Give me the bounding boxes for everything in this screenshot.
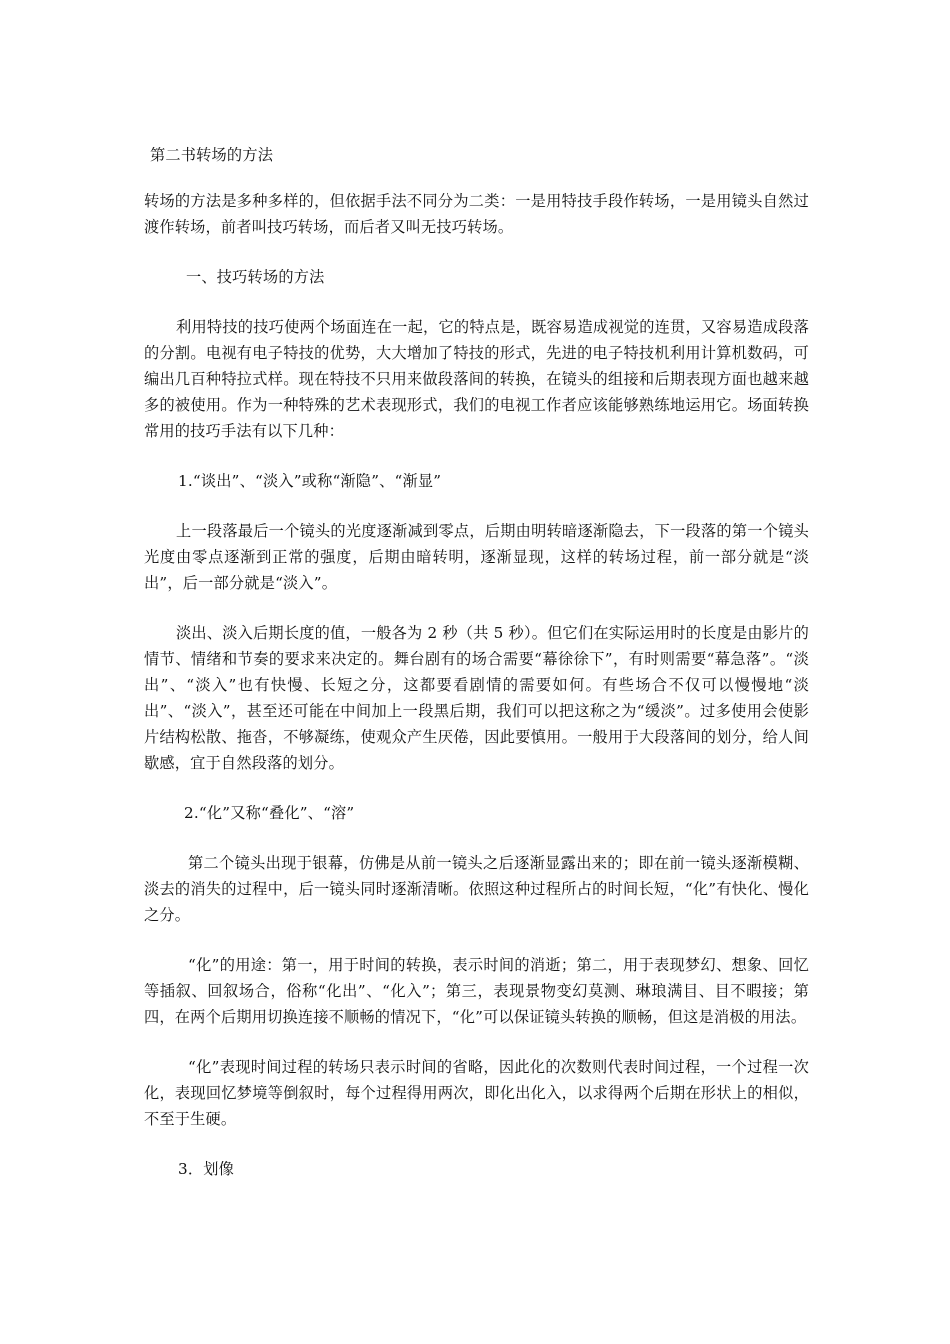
document-title: 第二书转场的方法 [150,146,274,164]
dissolve-time-paragraph: “化”表现时间过程的转场只表示时间的省略，因此化的次数则代表时间过程，一个过程一次化，表现回忆梦境等倒叙时，每个过程得用两次，即化出化入，以求得两个后期在形状上的相似，不至于生硬。 [144,1058,809,1128]
fade-duration-paragraph: 淡出、淡入后期长度的值，一般各为 2 秒（共 5 秒）。但它们在实际运用时的长度是由影片的情节、情绪和节奏的要求来决定的。舞台剧有的场合需要“幕徐徐下”，有时则需要“幕急落”。“淡出”、“淡入”也有快慢、长短之分，这都要看剧情的需要如何。有些场合不仅可以慢慢地“淡出”、“淡入”，甚至还可能在中间加上一段黑后期，我们可以把这称之为“缓淡”。过多使用会使影片结构松散、拖沓，不够凝练，使观众产生厌倦，因此要慎用。一般用于大段落间的划分，给人间歇感，宜于自然段落的划分。 [144,624,809,772]
subheading-dissolve: 2.“化”又称“叠化”、“溶” [184,804,355,822]
subheading-wipe: 3．划像 [178,1160,235,1178]
intro-paragraph: 转场的方法是多种多样的，但依据手法不同分为二类：一是用特技手段作转场，一是用镜头自然过渡作转场，前者叫技巧转场，而后者又叫无技巧转场。 [144,192,809,236]
document-body [144,142,809,1182]
fade-description-paragraph: 上一段落最后一个镜头的光度逐渐减到零点，后期由明转暗逐渐隐去，下一段落的第一个镜头光度由零点逐渐到正常的强度，后期由暗转明，逐渐显现，这样的转场过程，前一部分就是“淡出”，后一部分就是“淡入”。 [144,522,809,592]
section-heading-technique-transitions: 一、技巧转场的方法 [186,268,325,286]
technique-overview-paragraph: 利用特技的技巧使两个场面连在一起，它的特点是，既容易造成视觉的连贯，又容易造成段落的分割。电视有电子特技的优势，大大增加了特技的形式，先进的电子特技机利用计算机数码，可编出几百种特拉式样。现在特技不只用来做段落间的转换，在镜头的组接和后期表现方面也越来越多的被使用。作为一种特殊的艺术表现形式，我们的电视工作者应该能够熟练地运用它。场面转换常用的技巧手法有以下几种： [144,318,809,440]
dissolve-description-paragraph: 第二个镜头出现于银幕，仿佛是从前一镜头之后逐渐显露出来的；即在前一镜头逐渐模糊、淡去的消失的过程中，后一镜头同时逐渐清晰。依照这种过程所占的时间长短，“化”有快化、慢化之分。 [144,854,809,924]
subheading-fade-in-out: 1.“谈出”、“淡入”或称“渐隐”、“渐显” [178,472,442,490]
dissolve-usage-paragraph: “化”的用途：第一，用于时间的转换，表示时间的消逝；第二，用于表现梦幻、想象、回忆等插叙、回叙场合，俗称“化出”、“化入”；第三，表现景物变幻莫测、琳琅满目、目不暇接；第四，在两个后期用切换连接不顺畅的情况下，“化”可以保证镜头转换的顺畅，但这是消极的用法。 [144,956,809,1026]
